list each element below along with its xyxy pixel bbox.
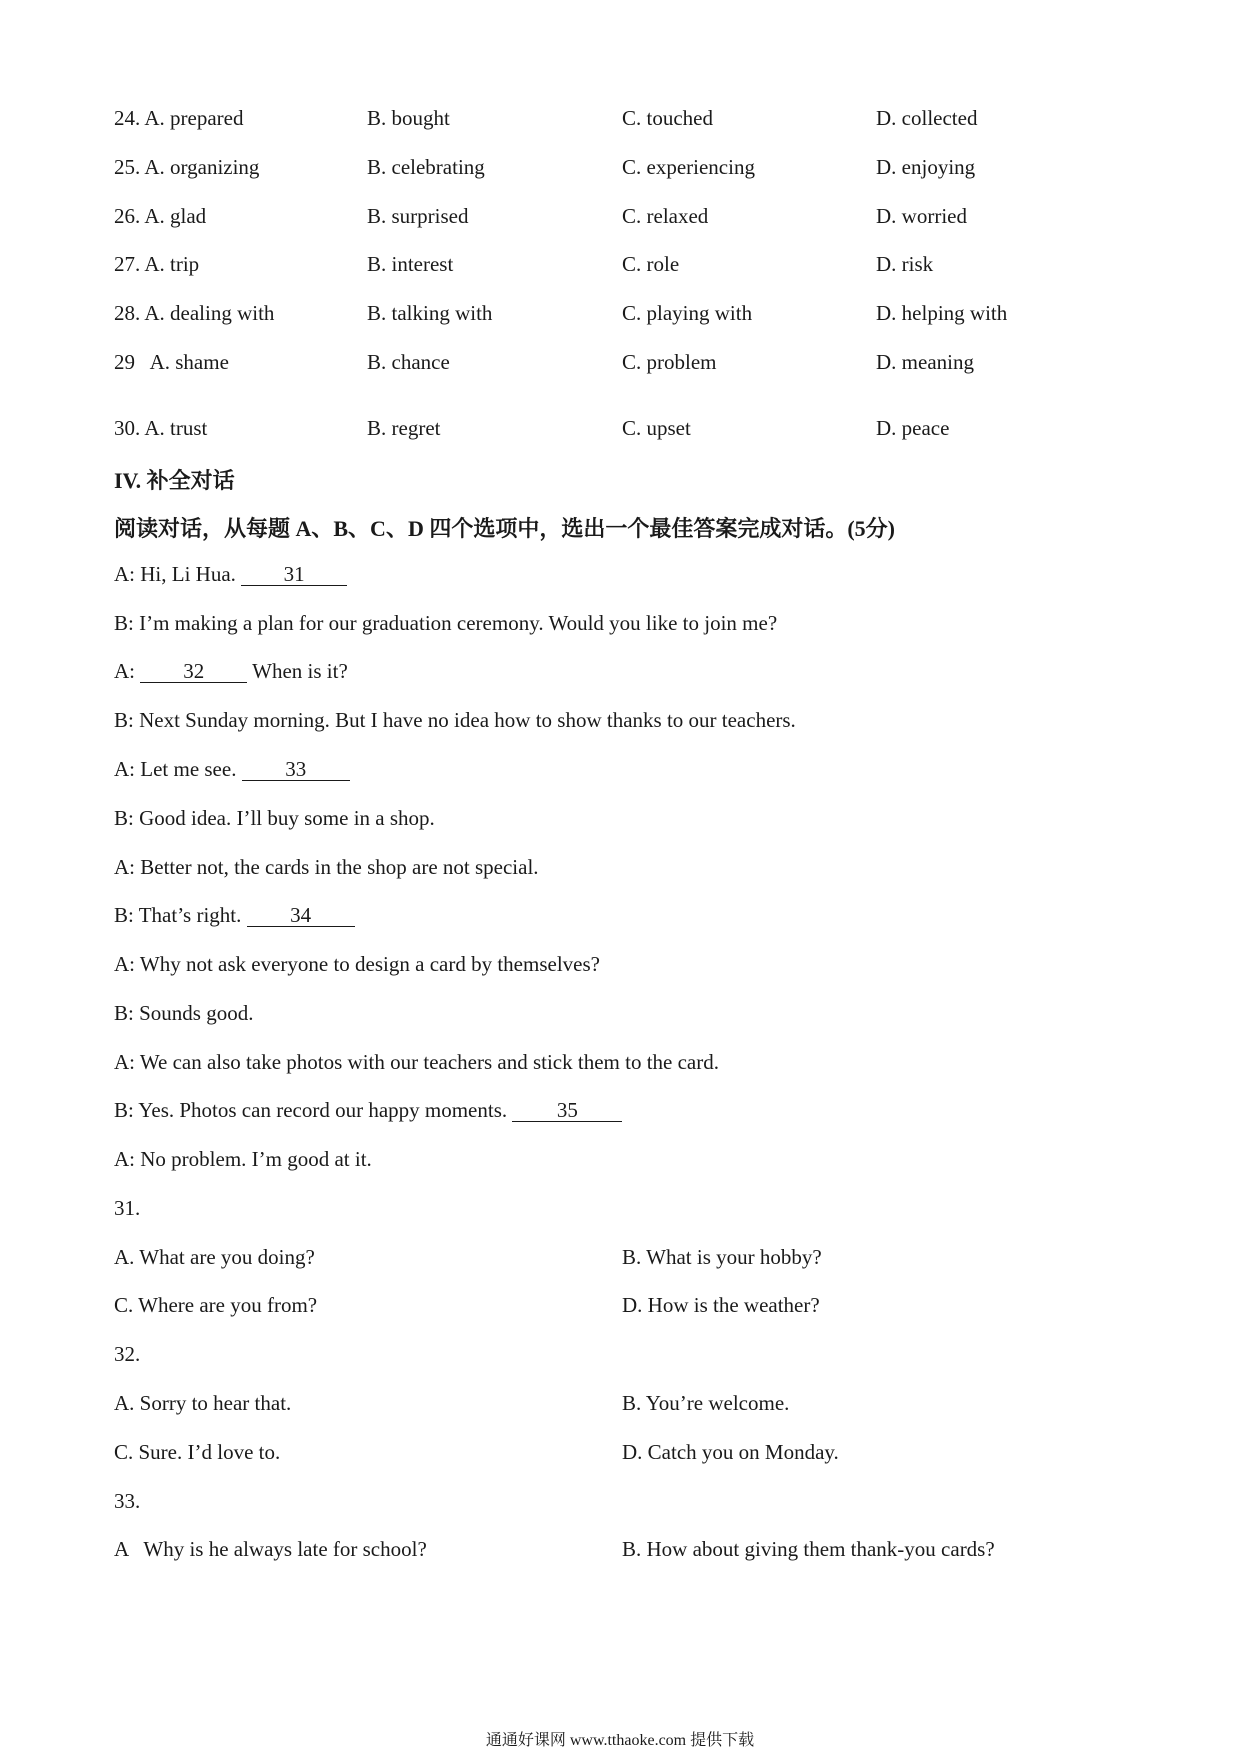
option-b: B. celebrating: [367, 155, 485, 179]
option-a: 28. A. dealing with: [114, 301, 275, 325]
section-instruction: 阅读对话，从每题 A、B、C、D 四个选项中，选出一个最佳答案完成对话。(5分): [114, 516, 895, 541]
dialogue-line: B: Yes. Photos can record our happy moments. 35: [114, 1098, 622, 1123]
dialogue-line: A: Hi, Li Hua. 31: [114, 562, 347, 587]
dialogue-line: A: Better not, the cards in the shop are not special.: [114, 855, 539, 879]
dialogue-line: A: Why not ask everyone to design a card by themselves?: [114, 952, 600, 976]
dialogue-line: A: 32 When is it?: [114, 659, 348, 683]
dialogue-line: B: That’s right. 34: [114, 903, 355, 928]
option-c: C. experiencing: [622, 155, 755, 179]
option-c: C. playing with: [622, 301, 753, 325]
option-c: C. touched: [622, 106, 713, 130]
dialogue-line: A: Let me see. 33: [114, 757, 350, 782]
choice-b: B. What is your hobby?: [622, 1245, 822, 1269]
dialogue-line: A: No problem. I’m good at it.: [114, 1147, 372, 1171]
option-d: D. meaning: [876, 350, 974, 374]
question-number: 33.: [114, 1489, 141, 1513]
answer-blank: 34: [247, 904, 355, 927]
question-number: 32.: [114, 1342, 141, 1366]
dialogue-line: B: Next Sunday morning. But I have no idea how to show thanks to our teachers.: [114, 708, 796, 732]
option-a: 29 A. shame: [114, 350, 229, 374]
option-b: B. talking with: [367, 301, 493, 325]
page-footer: 通通好课网 www.tthaoke.com 提供下载: [485, 1732, 755, 1749]
option-c: C. relaxed: [622, 204, 709, 228]
option-a: 26. A. glad: [114, 204, 207, 228]
dialogue-line: B: I’m making a plan for our graduation ceremony. Would you like to join me?: [114, 611, 778, 635]
answer-blank: 31: [241, 563, 347, 586]
choice-b: B. How about giving them thank-you cards?: [622, 1537, 995, 1561]
option-d: D. risk: [876, 252, 934, 276]
choice-a: A Why is he always late for school?: [114, 1537, 427, 1561]
option-d: D. helping with: [876, 301, 1008, 325]
option-c: C. problem: [622, 350, 717, 374]
option-c: C. upset: [622, 416, 691, 440]
choice-a: A. What are you doing?: [114, 1245, 315, 1269]
option-b: B. regret: [367, 416, 441, 440]
section-title: IV. 补全对话: [114, 468, 235, 493]
answer-blank: 32: [140, 660, 247, 683]
option-a: 24. A. prepared: [114, 106, 244, 130]
choice-c: C. Where are you from?: [114, 1293, 318, 1317]
dialogue-line: A: We can also take photos with our teachers and stick them to the card.: [114, 1050, 719, 1074]
option-b: B. chance: [367, 350, 450, 374]
dialogue-line: B: Sounds good.: [114, 1001, 254, 1025]
choice-b: B. You’re welcome.: [622, 1391, 790, 1415]
option-d: D. collected: [876, 106, 978, 130]
option-d: D. peace: [876, 416, 950, 440]
option-b: B. interest: [367, 252, 454, 276]
option-a: 27. A. trip: [114, 252, 200, 276]
dialogue-line: B: Good idea. I’ll buy some in a shop.: [114, 806, 435, 830]
question-number: 31.: [114, 1196, 141, 1220]
option-a: 30. A. trust: [114, 416, 208, 440]
answer-blank: 35: [512, 1099, 622, 1122]
choice-c: C. Sure. I’d love to.: [114, 1440, 281, 1464]
answer-blank: 33: [242, 758, 350, 781]
option-b: B. bought: [367, 106, 450, 130]
choice-d: D. Catch you on Monday.: [622, 1440, 839, 1464]
option-b: B. surprised: [367, 204, 469, 228]
option-d: D. worried: [876, 204, 967, 228]
option-a: 25. A. organizing: [114, 155, 260, 179]
choice-d: D. How is the weather?: [622, 1293, 820, 1317]
option-c: C. role: [622, 252, 680, 276]
option-d: D. enjoying: [876, 155, 976, 179]
choice-a: A. Sorry to hear that.: [114, 1391, 292, 1415]
